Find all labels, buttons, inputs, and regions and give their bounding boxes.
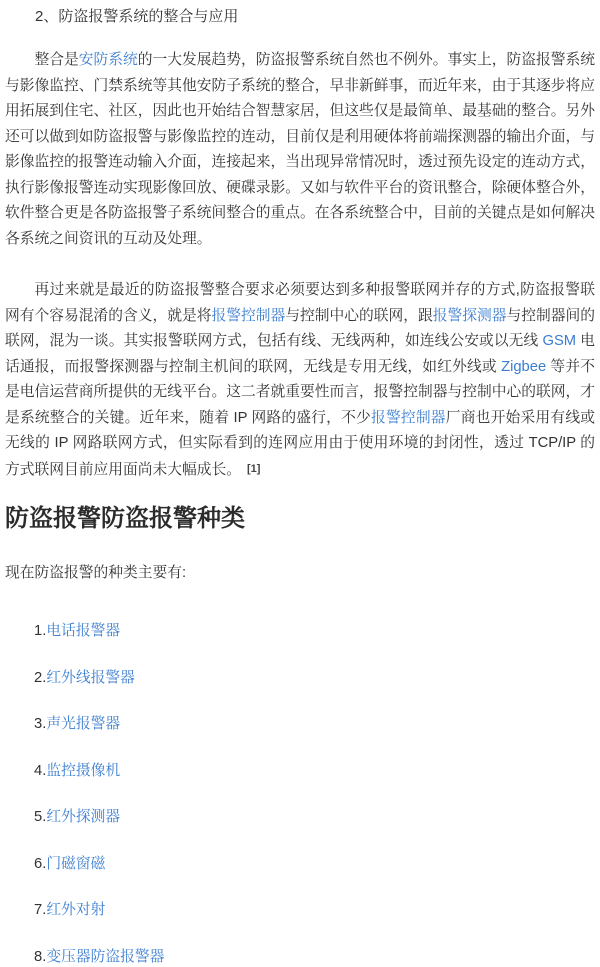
list-item-number: 3. (34, 716, 47, 732)
inline-link[interactable]: 报警控制器 (371, 409, 446, 426)
inline-link[interactable]: 报警控制器 (211, 307, 286, 324)
list-item-number: 1. (34, 623, 47, 639)
list-item (5, 900, 595, 920)
list-item (5, 854, 595, 874)
inline-link[interactable]: GSM (542, 333, 577, 349)
list-item (5, 947, 595, 967)
sub-section-title: 2、防盗报警系统的整合与应用 (35, 8, 239, 25)
list-item-number: 7. (34, 902, 47, 918)
alarm-type-link[interactable]: 电话报警器 (46, 623, 121, 639)
text-run: 电话通报，而报警探测器与控制主机间的联网，无线是专用无线，如红外线或 (5, 333, 595, 375)
list-item (5, 761, 595, 781)
reference-marker[interactable]: [1] (247, 462, 261, 475)
alarm-type-link[interactable]: 红外对射 (46, 902, 106, 918)
alarm-type-link[interactable]: 红外线报警器 (46, 669, 135, 686)
inline-link[interactable]: 报警探测器 (432, 307, 507, 324)
alarm-type-link[interactable]: 声光报警器 (46, 716, 121, 732)
paragraph-networking (5, 278, 595, 483)
list-item-number: 8. (34, 948, 47, 965)
inline-link[interactable]: Zigbee (501, 358, 547, 375)
inline-link[interactable]: 安防系统 (78, 52, 138, 68)
alarm-type-link[interactable]: 红外探测器 (46, 809, 121, 825)
text-run: 再过来就是最近的防盗报警整合要求必须要达到多种报警联网并存的方式,防盗报警联网有个容易混淆的含义，就是将 (5, 282, 595, 324)
list-item (5, 621, 595, 641)
text-run: 整合是 (34, 52, 79, 68)
alarm-type-link[interactable]: 变压器防盗报警器 (46, 948, 165, 965)
list-item-number: 4. (34, 762, 47, 779)
alarm-type-link[interactable]: 门磁窗磁 (46, 855, 106, 872)
list-item-number: 6. (34, 855, 47, 872)
list-item (5, 668, 595, 688)
list-item (5, 714, 595, 734)
list-intro: 现在防盗报警的种类主要有: (5, 565, 187, 581)
section-heading-alarm-types: 防盗报警防盗报警种类 (5, 505, 245, 532)
alarm-type-list (5, 621, 595, 967)
text-run: 与控制中心的联网，跟 (285, 307, 433, 324)
list-item (5, 807, 595, 827)
alarm-type-link[interactable]: 监控摄像机 (46, 762, 121, 779)
paragraph-integration (5, 48, 595, 252)
text-run: 的一大发展趋势，防盗报警系统自然也不例外。事实上，防盗报警系统与影像监控、门禁系统等其他安防子系统的整合，早非新鲜事，而近年来，由于其逐步将应用拓展到住宅、社区，因此也开始结合智慧家居，但这些仅是最简单、最基础的整合。另外还可以做到如防盗报警与影像监控的连动，目前仅是利用硬体将前端探测器的输出介面，与影像监控的报警连动输入介面，连接起来，当出现异常情况时，透过预先设定的连动方式，执行影像报警连动实现影像回放、硬碟录影。又如与软件平台的资讯整合，除硬体整合外，软件整合更是各防盗报警子系统间整合的重点。在各系统整合中，目前的关键点是如何解决各系统之间资讯的互动及处理。 (5, 52, 595, 247)
text-run: 厂商也开始采用有线或无线的 IP 网路联网方式，但实际看到的连网应用由于使用环境的封闭性，透过 TCP/IP 的方式联网目前应用面尚未大幅成长。 (5, 409, 596, 478)
text-run: 等并不是电信运营商所提供的无线平台。这二者就重要性而言，报警控制器与控制中心的联网，才是系统整合的关键。近年来，随着 IP 网路的盛行，不少 (5, 358, 595, 426)
text-run: 与控制器间的联网，混为一谈。其实报警联网方式，包括有线、无线两种，如连线公安或以无线 (5, 307, 595, 349)
list-item-number: 2. (34, 669, 47, 686)
list-item-number: 5. (34, 809, 47, 825)
